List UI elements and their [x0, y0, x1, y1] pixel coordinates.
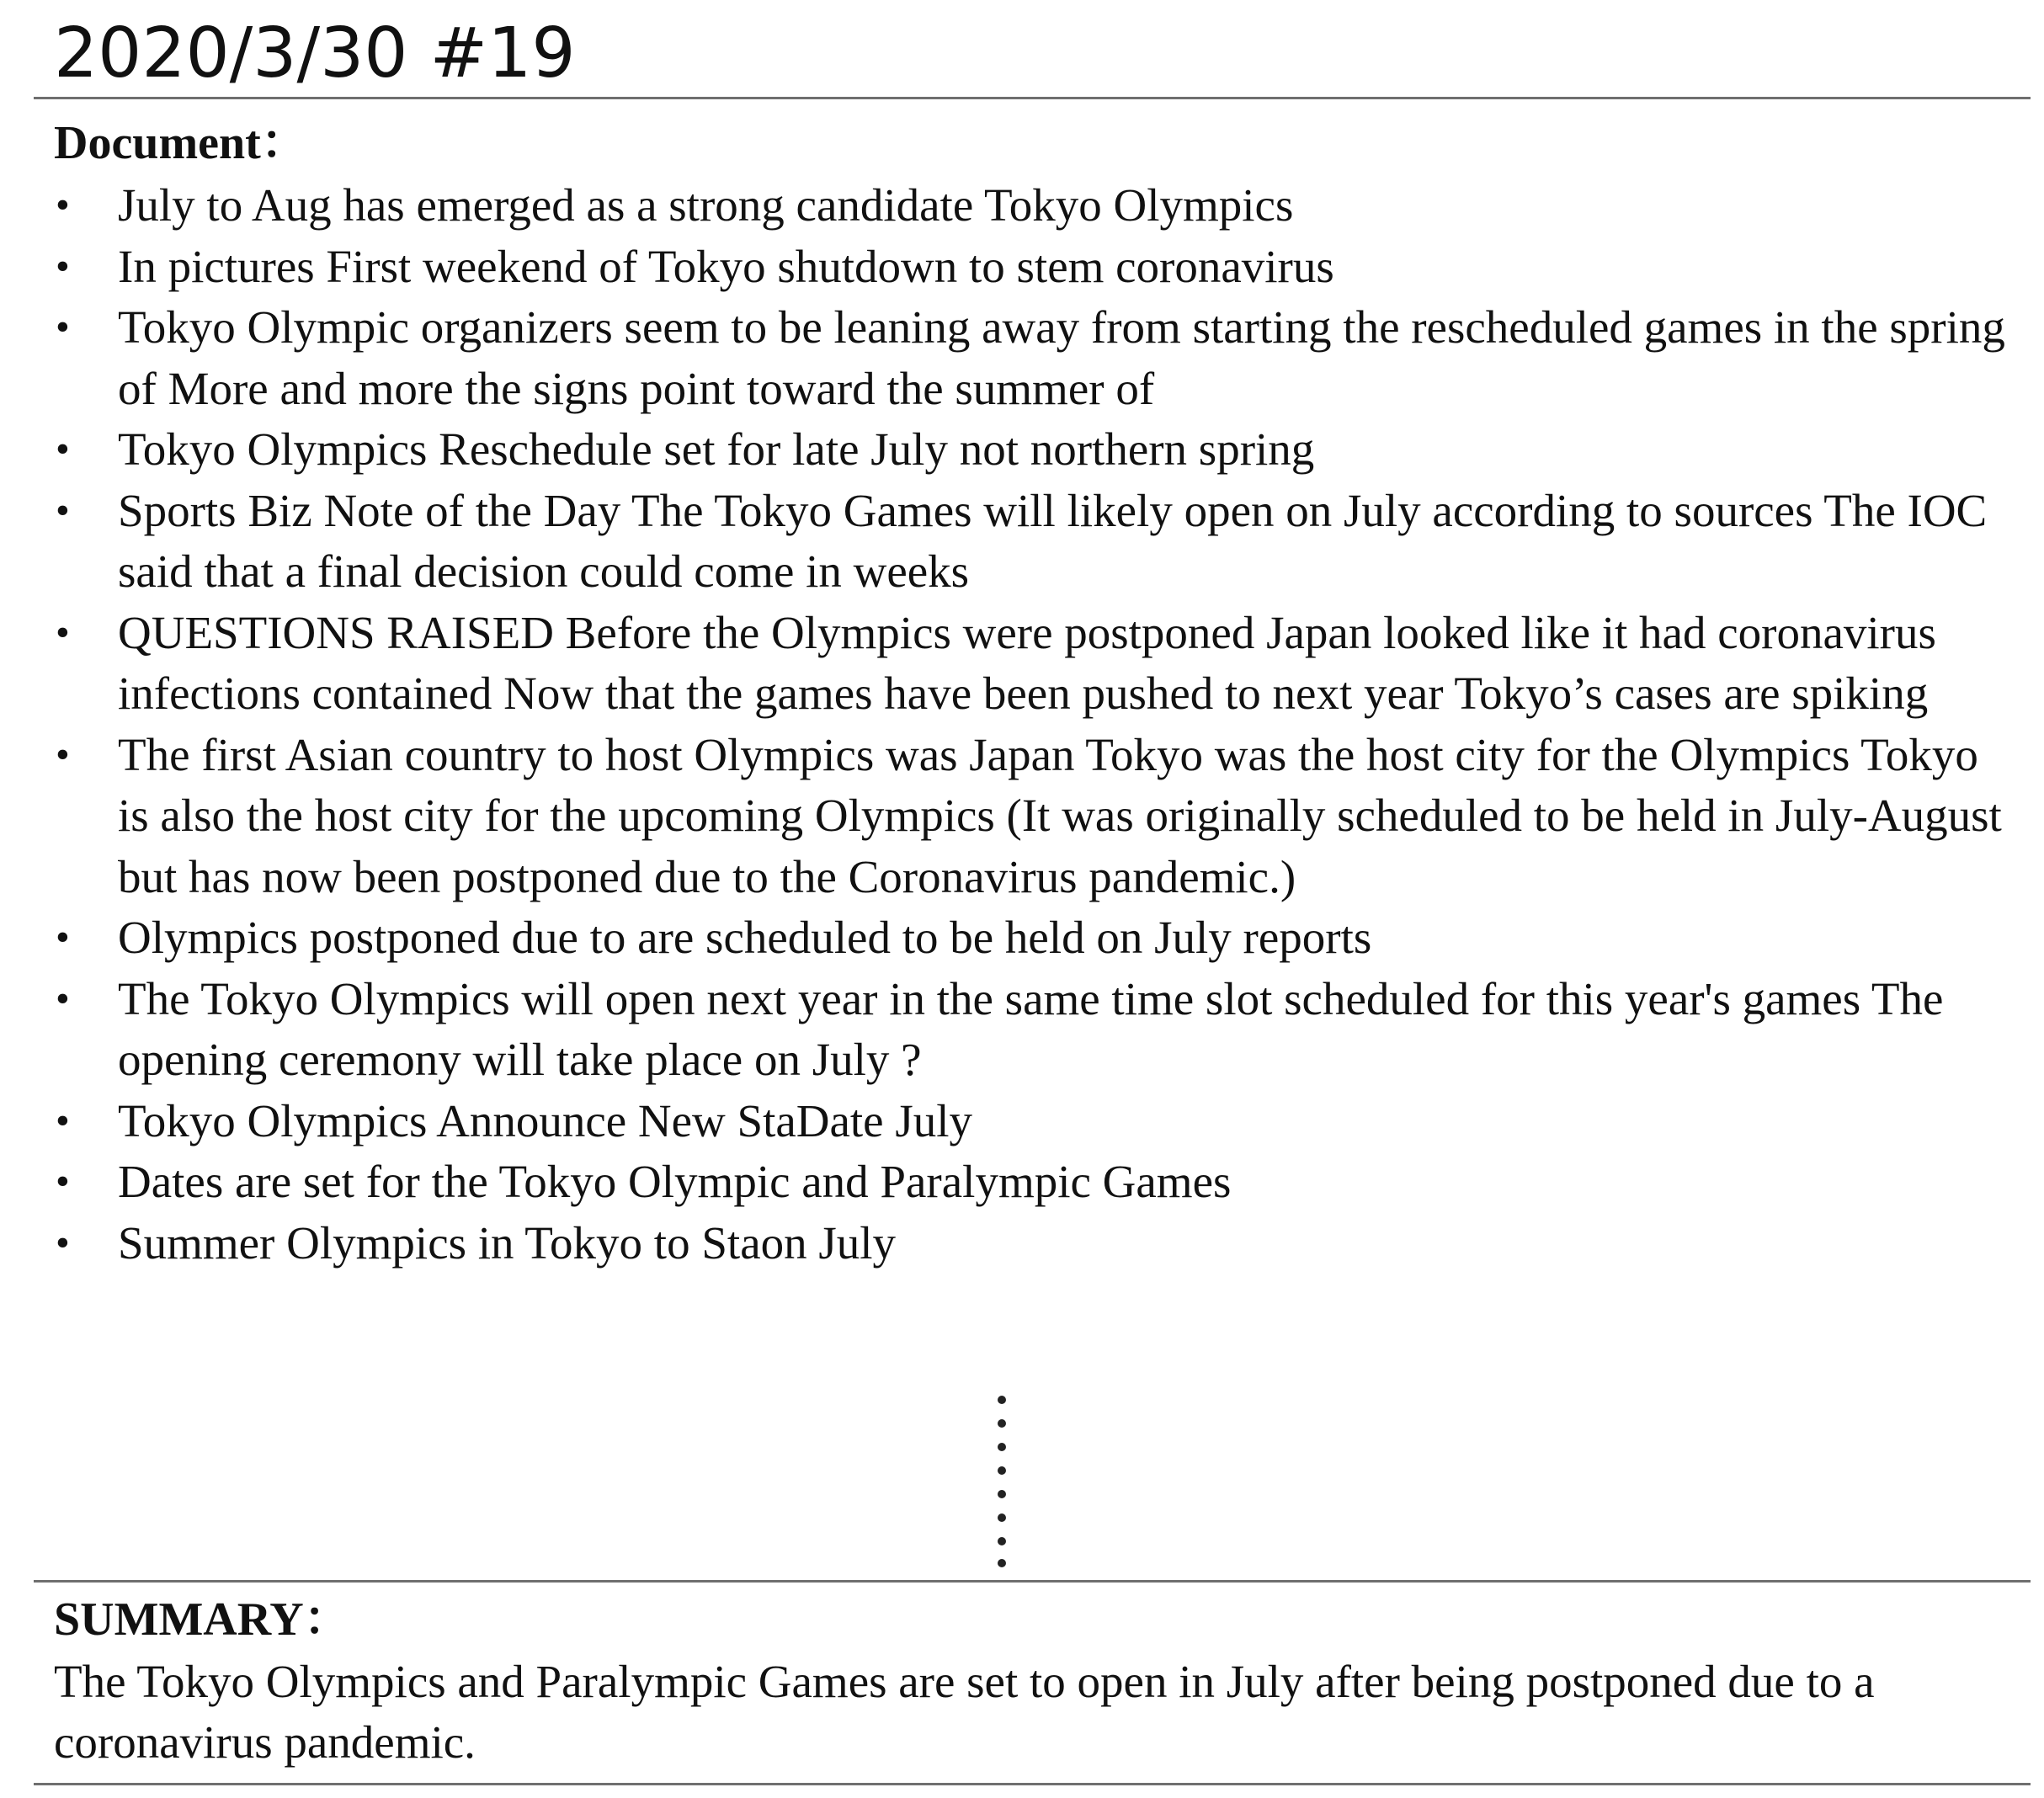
- document-bullet-item: [54, 725, 2015, 908]
- footer-divider: [34, 1783, 2031, 1785]
- bullet-icon: •: [56, 427, 70, 471]
- bullet-icon: •: [56, 976, 70, 1021]
- bullet-icon: •: [56, 609, 70, 655]
- summary-text: The Tokyo Olympics and Paralympic Games are set to open in July after being postponed due to a coronavirus pandemic.: [54, 1656, 1875, 1768]
- bullet-text: Summer Olympics in Tokyo to Staon July: [118, 1216, 897, 1269]
- document-bullet-item: [54, 419, 2015, 481]
- vertical-ellipsis-icon: [996, 1396, 1008, 1568]
- header-divider: [34, 97, 2031, 99]
- document-bullet-item: [54, 907, 2015, 969]
- bullet-icon: •: [56, 915, 70, 960]
- document-section: [54, 111, 2015, 1274]
- bullet-icon: •: [56, 487, 70, 533]
- document-bullet-item: [54, 1213, 2015, 1274]
- bullet-icon: •: [56, 305, 70, 349]
- document-bullet-item: [54, 1091, 2015, 1152]
- document-bullet-item: [54, 603, 2015, 725]
- bullet-text: Dates are set for the Tokyo Olympic and Paralympic Games: [118, 1156, 1232, 1207]
- summary-heading: SUMMARY：: [54, 1593, 351, 1646]
- bullet-text: Sports Biz Note of the Day The Tokyo Games will likely open on July according to sources The IOC said that a final decision could come in weeks: [118, 484, 1988, 597]
- document-bullet-list: [54, 175, 2015, 1274]
- bullet-text: Tokyo Olympic organizers seem to be leaning away from starting the rescheduled games in the spring of More and more the signs point toward the summer of: [118, 301, 2005, 414]
- bullet-text: In pictures First weekend of Tokyo shutdown to stem coronavirus: [118, 240, 1334, 292]
- document-bullet-item: [54, 175, 2015, 237]
- document-bullet-item: [54, 1152, 2015, 1213]
- document-heading: Document：: [54, 117, 308, 169]
- bullet-icon: •: [56, 1220, 70, 1265]
- page-title: 2020/3/30 #19: [54, 13, 576, 93]
- bullet-icon: •: [56, 243, 70, 289]
- bullet-icon: •: [56, 1098, 70, 1143]
- bullet-text: Olympics postponed due to are scheduled to be held on July reports: [118, 912, 1372, 963]
- bullet-text: July to Aug has emerged as a strong candidate Tokyo Olympics: [118, 179, 1294, 231]
- bullet-text: The Tokyo Olympics will open next year in the same time slot scheduled for this year's games The opening ceremony will take place on July ?: [118, 972, 1944, 1085]
- bullet-text: Tokyo Olympics Reschedule set for late July not northern spring: [118, 423, 1315, 475]
- bullet-text: Tokyo Olympics Announce New StaDate July: [118, 1094, 973, 1146]
- bullet-icon: •: [56, 183, 70, 227]
- bullet-icon: •: [56, 731, 70, 777]
- summary-divider: [34, 1580, 2031, 1583]
- bullet-text: QUESTIONS RAISED Before the Olympics were postponed Japan looked like it had coronavirus infections contained Now that the games have been pushed to next year Tokyo’s cases are spiking: [118, 606, 1936, 719]
- document-bullet-item: [54, 237, 2015, 298]
- document-bullet-item: [54, 969, 2015, 1091]
- document-bullet-item: [54, 297, 2015, 419]
- summary-section: [54, 1588, 2015, 1773]
- bullet-icon: •: [56, 1159, 70, 1204]
- bullet-text: The first Asian country to host Olympics was Japan Tokyo was the host city for the Olympics Tokyo is also the host city for the upcoming Olympics (It was originally scheduled to be held in July-August but has now been postponed due to the Coronavirus pandemic.): [118, 728, 2002, 902]
- document-bullet-item: [54, 481, 2015, 603]
